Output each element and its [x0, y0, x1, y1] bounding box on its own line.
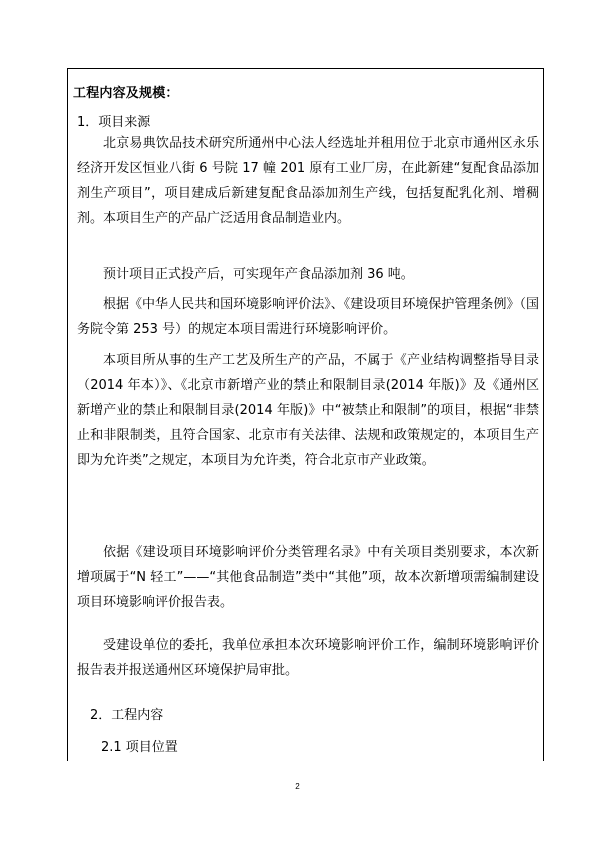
paragraph-legal-basis: 根据《中华人民共和国环境影响评价法》、《建设项目环境保护管理条例》（国务院令第 253 号）的规定本项目需进行环境影响评价。	[77, 297, 539, 337]
page-number: 2	[295, 782, 300, 791]
paragraph-industry-policy: 本项目所从事的生产工艺及所生产的产品，不属于《产业结构调整指导目录（2014 年本）》、《北京市新增产业的禁止和限制目录(2014 年版)》及《通州区新增产业的禁止和限制目录(2014 年版)》中“被禁止和限制”的项目，根据“非禁止和非限制类，且符合国家、北京市有关法律、法规和政策规定的，本项目生产即为允许类”之规定，本项目为允许类，符合北京市产业政策。	[77, 353, 539, 468]
section-2-title: 2．工程内容	[90, 708, 164, 723]
paragraph-commission: 受建设单位的委托，我单位承担本次环境影响评价工作，编制环境影响评价报告表并报送通州区环境保护局审批。	[77, 638, 539, 678]
paragraph-annual-output: 预计项目正式投产后，可实现年产食品添加剂 36 吨。	[103, 267, 414, 282]
section-1-title: 1．项目来源	[77, 115, 151, 130]
subsection-2-1-title: 2.1 项目位置	[101, 740, 178, 755]
paragraph-classification: 依据《建设项目环境影响评价分类管理名录》中有关项目类别要求，本次新增项属于“N 轻工”——“其他食品制造”类中“其他”项，故本次新增项需编制建设项目环境影响评价报告表。	[77, 545, 539, 610]
paragraph-project-origin: 北京易典饮品技术研究所通州中心法人经选址并租用位于北京市通州区永乐经济开发区恒业八街 6 号院 17 幢 201 原有工业厂房，在此新建“复配食品添加剂生产项目”，项目建成后新建复配食品添加剂生产线，包括复配乳化剂、增稠剂。本项目生产的产品广泛适用食品制造业内。	[77, 136, 539, 226]
section-heading: 工程内容及规模：	[73, 86, 179, 101]
